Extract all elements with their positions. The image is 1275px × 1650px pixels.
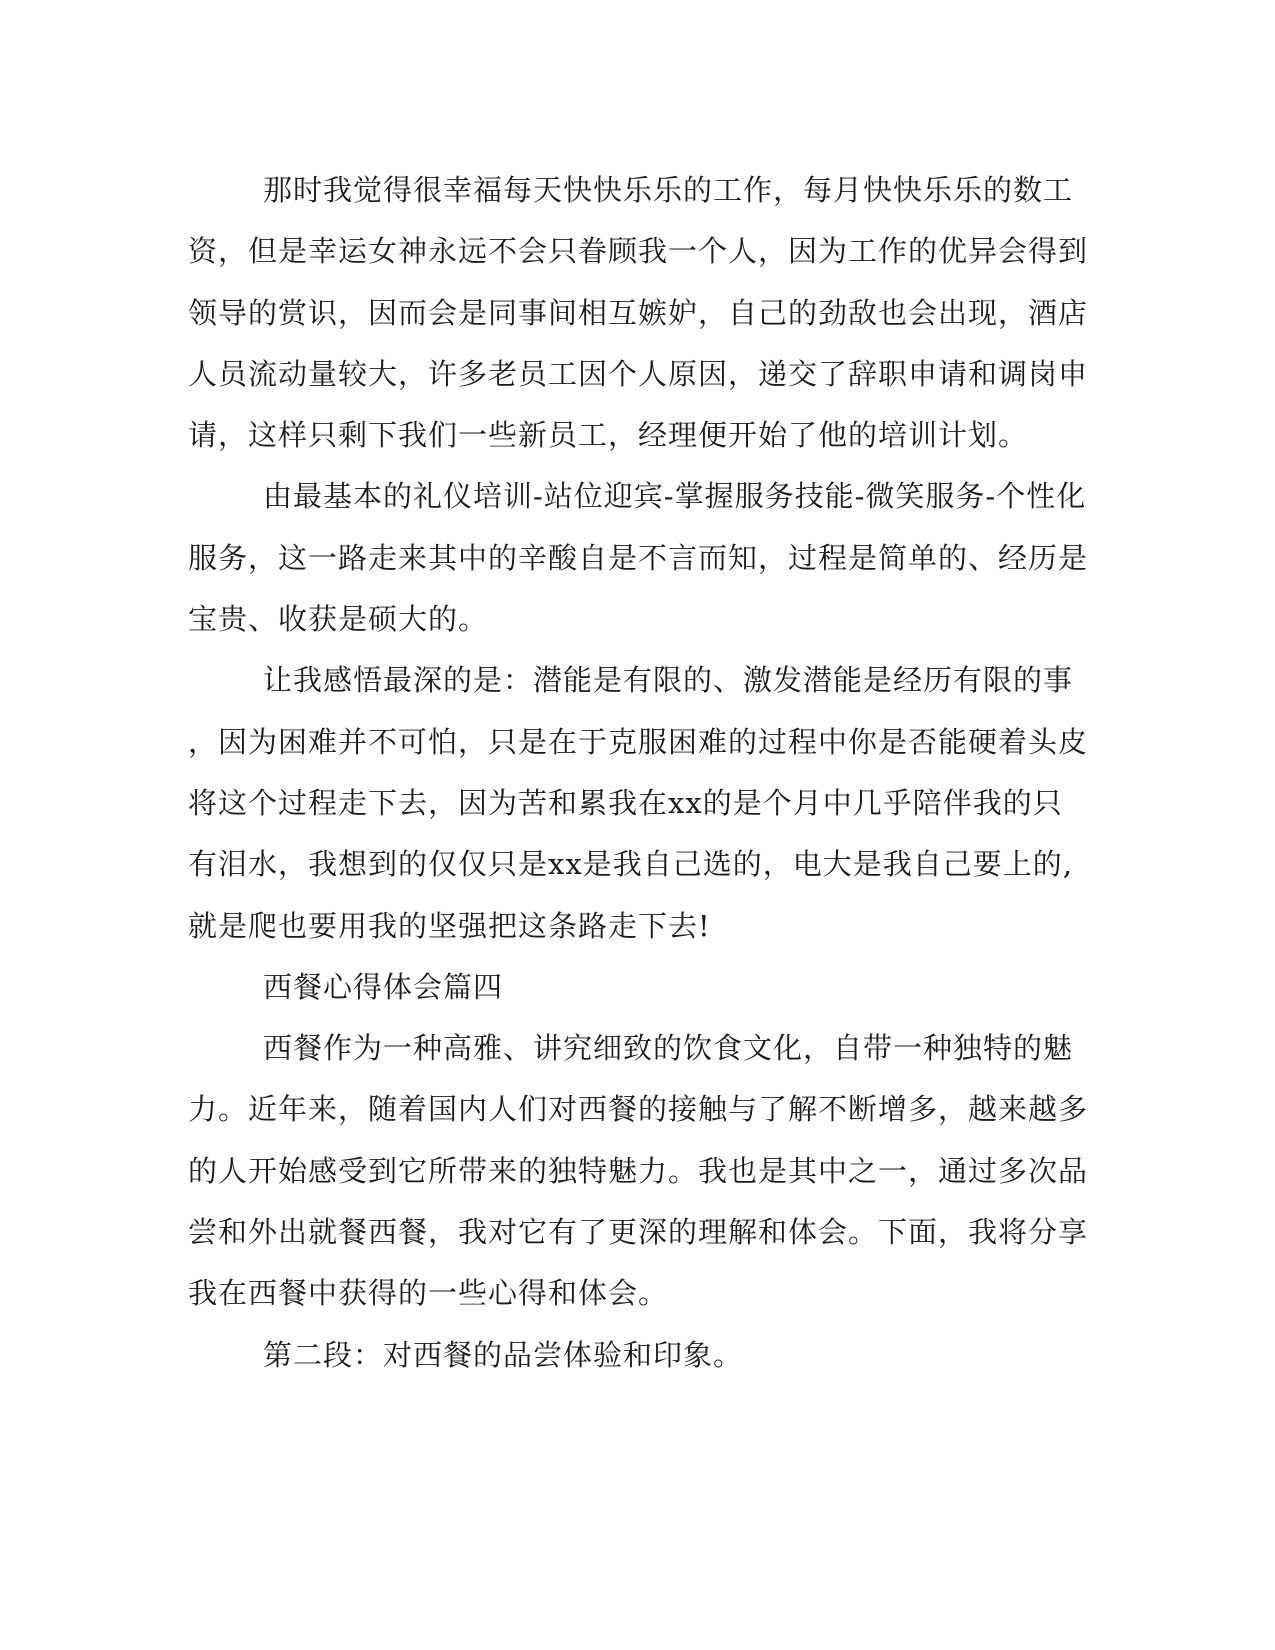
section-heading: 西餐心得体会篇四 bbox=[263, 969, 504, 1004]
paragraph-3: 让我感悟最深的是：潜能是有限的、激发潜能是经历有限的事，因为困难并不可怕，只是在于克服困难的过程中你是否能硬着头皮将这个过程走下去，因为苦和累我在xx的是个月中几乎陪伴我的只有泪水，我想到的仅仅只是xx是我自己选的，电大是我自己要上的,就是爬也要用我的坚强把这条路走下去! bbox=[188, 663, 1089, 943]
paragraph-1: 那时我觉得很幸福每天快快乐乐的工作，每月快快乐乐的数工资，但是幸运女神永远不会只眷顾我一个人，因为工作的优异会得到领导的赏识，因而会是同事间相互嫉妒，自己的劲敌也会出现，酒店人员流动量较大，许多老员工因个人原因，递交了辞职申请和调岗申请，这样只剩下我们一些新员工，经理便开始了他的培训计划。 bbox=[188, 173, 1089, 453]
paragraph-4: 西餐作为一种高雅、讲究细致的饮食文化，自带一种独特的魅力。近年来，随着国内人们对西餐的接触与了解不断增多，越来越多的人开始感受到它所带来的独特魅力。我也是其中之一，通过多次品尝和外出就餐西餐，我对它有了更深的理解和体会。下面，我将分享我在西餐中获得的一些心得和体会。 bbox=[188, 1031, 1089, 1311]
document-body bbox=[188, 160, 1088, 1386]
paragraph-5: 第二段：对西餐的品尝体验和印象。 bbox=[263, 1337, 744, 1372]
paragraph-2: 由最基本的礼仪培训-站位迎宾-掌握服务技能-微笑服务-个性化服务，这一路走来其中的辛酸自是不言而知，过程是简单的、经历是宝贵、收获是硕大的。 bbox=[188, 479, 1089, 637]
